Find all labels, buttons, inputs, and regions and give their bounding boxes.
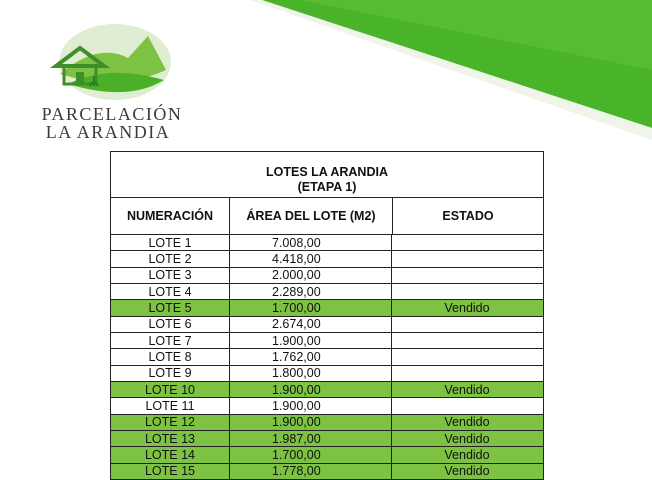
lot-status-cell [391,235,542,250]
lot-status-cell: Vendido [391,431,542,446]
lot-status-cell: Vendido [391,415,542,430]
lot-status-cell: Vendido [391,447,542,462]
company-logo [38,22,188,142]
lot-area-cell: 2.289,00 [229,284,391,299]
lot-number-cell: LOTE 2 [148,252,192,267]
logo-text-line2: LA ARANDIA [45,122,171,142]
lot-number-cell: LOTE 15 [144,464,196,479]
table-row [111,464,543,480]
lot-status-cell [391,349,542,364]
table-row [111,398,543,414]
logo-text-line1: PARCELACIÓN [41,104,183,124]
lot-area-cell: 7.008,00 [229,235,391,250]
lot-area-cell: 4.418,00 [229,251,391,266]
lot-area-cell: 2.000,00 [229,268,391,283]
house-mountain-logo-icon [38,22,188,104]
lot-status-cell: Vendido [391,300,542,315]
lot-number-cell: LOTE 12 [144,415,196,430]
table-body [111,235,543,480]
lot-status-cell: Vendido [391,382,542,397]
table-row [111,415,543,431]
table-title-block [111,152,543,198]
header-numeracion: NUMERACIÓN [126,209,214,223]
lot-status-cell [391,317,542,332]
table-row [111,349,543,365]
lot-area-cell: 1.900,00 [229,398,391,413]
lot-status-cell [391,284,542,299]
table-title: LOTES LA ARANDIA [266,165,388,179]
lot-number-cell: LOTE 1 [148,235,192,250]
lot-area-cell: 1.700,00 [229,300,391,315]
table-row [111,382,543,398]
table-row [111,317,543,333]
lot-status-cell: Vendido [391,464,542,479]
lot-number-cell: LOTE 4 [148,284,192,299]
lot-number-cell: LOTE 5 [148,301,192,316]
table-row [111,300,543,316]
table-header-row [111,198,543,235]
lot-number-cell: LOTE 7 [148,333,192,348]
lot-area-cell: 1.900,00 [229,382,391,397]
lot-area-cell: 1.900,00 [229,415,391,430]
lot-area-cell: 1.778,00 [229,464,391,479]
lot-number-cell: LOTE 6 [148,317,192,332]
lot-number-cell: LOTE 13 [144,431,196,446]
table-row [111,366,543,382]
lot-number-cell: LOTE 10 [144,382,196,397]
lot-number-cell: LOTE 3 [148,268,192,283]
lot-area-cell: 1.987,00 [229,431,391,446]
table-row [111,447,543,463]
table-row [111,235,543,251]
table-row [111,333,543,349]
header-estado: ESTADO [392,198,543,234]
table-subtitle: (ETAPA 1) [297,180,357,194]
lot-area-cell: 1.700,00 [229,447,391,462]
table-row [111,284,543,300]
lot-area-cell: 2.674,00 [229,317,391,332]
lot-number-cell: LOTE 9 [148,366,192,381]
lots-table [110,151,544,480]
lot-area-cell: 1.800,00 [229,366,391,381]
lot-area-cell: 1.900,00 [229,333,391,348]
lot-status-cell [391,268,542,283]
lot-number-cell: LOTE 8 [148,350,192,365]
lot-number-cell: LOTE 14 [144,448,196,463]
table-row [111,251,543,267]
lot-number-cell: LOTE 11 [145,399,195,414]
header-area: ÁREA DEL LOTE (M2) [229,198,392,234]
table-row [111,268,543,284]
lot-status-cell [391,398,542,413]
lot-status-cell [391,333,542,348]
table-row [111,431,543,447]
lot-status-cell [391,251,542,266]
lot-area-cell: 1.762,00 [229,349,391,364]
lot-status-cell [391,366,542,381]
